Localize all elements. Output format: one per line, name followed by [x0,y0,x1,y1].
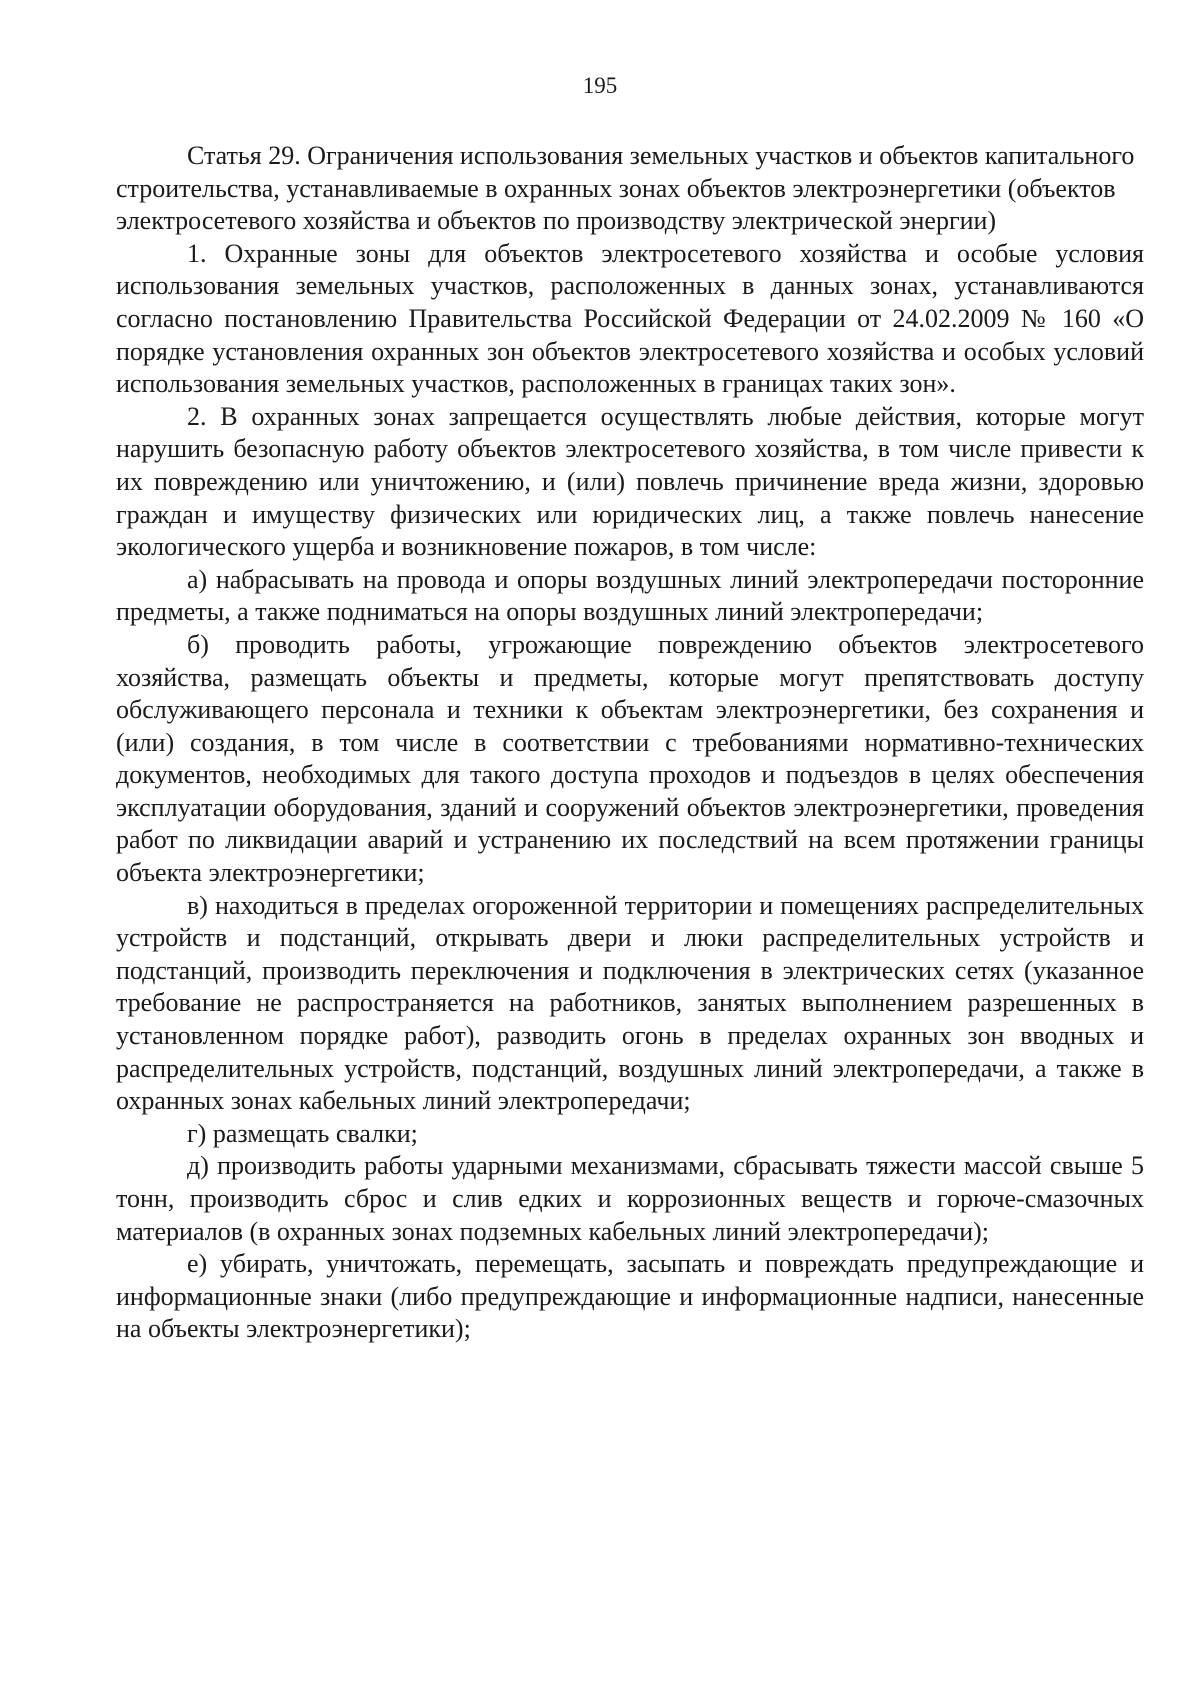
paragraph-1: 1. Охранные зоны для объектов электросетевого хозяйства и особые условия использования земельных участков, расположенных в данных зонах, устанавливаются согласно постановлению Правительства Российской Федерации от 24.02.2009 № 160 «О порядке установления охранных зон объектов электросетевого хозяйства и особых условий использования земельных участков, расположенных в границах таких зон». [116,238,1144,399]
page-number: 195 [582,73,618,98]
list-item-v: в) находиться в пределах огороженной территории и помещениях распределительных устройств и подстанций, открывать двери и люки распределительных устройств и подстанций, производить переключения и подключения в электрических сетях (указанное требование не распространяется на работников, занятых выполнением разрешенных в установленном порядке работ), разводить огонь в пределах охранных зон вводных и распределительных устройств, подстанций, воздушных линий электропередачи, а также в охранных зонах кабельных линий электропередачи; [116,890,1144,1116]
paragraph-2: 2. В охранных зонах запрещается осуществлять любые действия, которые могут нарушить безопасную работу объектов электросетевого хозяйства, в том числе привести к их повреждению или уничтожению, и (или) повлечь причинение вреда жизни, здоровью граждан и имуществу физических или юридических лиц, а также повлечь нанесение экологического ущерба и возникновение пожаров, в том числе: [116,401,1144,562]
list-item-d: д) производить работы ударными механизмами, сбрасывать тяжести массой свыше 5 тонн, производить сброс и слив едких и коррозионных веществ и горюче-смазочных материалов (в охранных зонах подземных кабельных линий электропередачи); [116,1151,1144,1246]
article-heading: Статья 29. Ограничения использования земельных участков и объектов капитального строительства, устанавливаемые в охранных зонах объектов электроэнергетики (объектов электросетевого хозяйства и объектов по производству электрической энергии) [116,141,1135,236]
list-item-a: а) набрасывать на провода и опоры воздушных линий электропередачи посторонние предметы, а также подниматься на опоры воздушных линий электропередачи; [116,564,1144,627]
document-body [116,140,1144,1346]
list-item-e: е) убирать, уничтожать, перемещать, засыпать и повреждать предупреждающие и информационные знаки (либо предупреждающие и информационные надписи, нанесенные на объекты электроэнергетики); [116,1249,1144,1344]
list-item-b: б) проводить работы, угрожающие повреждению объектов электросетевого хозяйства, размещать объекты и предметы, которые могут препятствовать доступу обслуживающего персонала и техники к объектам электроэнергетики, без сохранения и (или) создания, в том числе в соответствии с требованиями нормативно-технических документов, необходимых для такого доступа проходов и подъездов в целях обеспечения эксплуатации оборудования, зданий и сооружений объектов электроэнергетики, проведения работ по ликвидации аварий и устранению их последствий на всем протяжении границы объекта электроэнергетики; [116,629,1144,888]
list-item-g: г) размещать свалки; [187,1118,418,1148]
